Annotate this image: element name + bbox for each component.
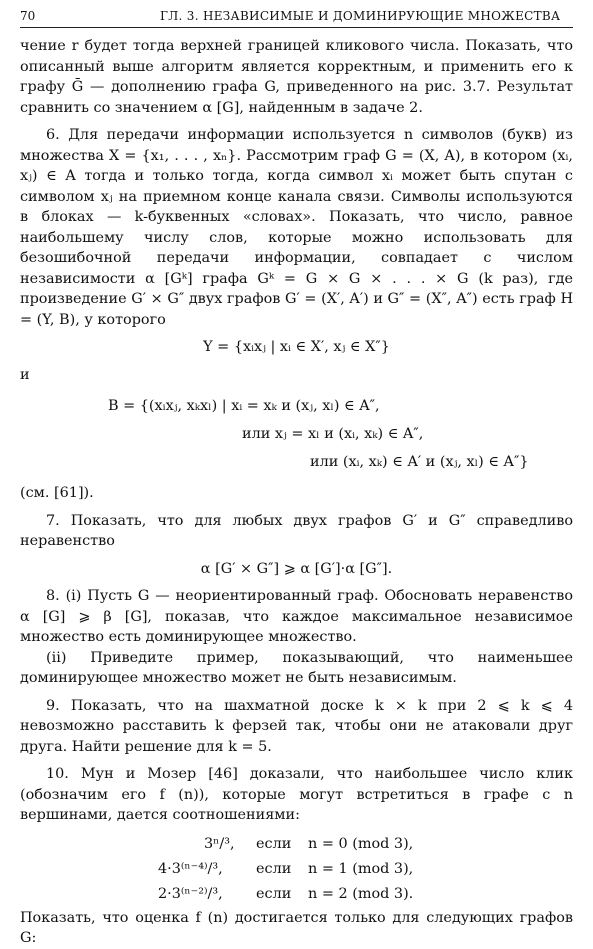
running-title: ГЛ. 3. НЕЗАВИСИМЫЕ И ДОМИНИРУЮЩИЕ МНОЖЕСТВА xyxy=(160,9,561,23)
problem-8-ii: (ii) Приведите пример, показывающий, что наименьшее доминирующее множество может не быть независимым. xyxy=(20,649,573,686)
case-cond: если xyxy=(256,860,292,877)
reference: (см. [61]). xyxy=(20,485,94,501)
cases-formula xyxy=(20,834,573,908)
equation-y: Y = {xᵢxⱼ | xᵢ ∈ X′, xⱼ ∈ X″} xyxy=(203,339,390,355)
conjunction-and: и xyxy=(20,366,30,383)
case-expr: 3ⁿ/³, xyxy=(204,835,235,852)
problem-7: 7. Показать, что для любых двух графов G′ и G″ справедливо неравенство xyxy=(20,512,573,549)
running-header xyxy=(20,5,573,28)
case-expr: 2·3⁽ⁿ⁻²⁾/³, xyxy=(158,885,223,902)
paragraph-final: Показать, что оценка f (n) достигается только для следующих графов G: xyxy=(20,909,573,946)
case-mod: n = 0 (mod 3), xyxy=(308,835,414,852)
equation-7: α [G′ × G″] ⩾ α [G′]·α [G″]. xyxy=(200,560,393,577)
equation-b-line-1: B = {(xᵢxⱼ, xₖxₗ) | xᵢ = xₖ и (xⱼ, xₗ) ∈ A″, xyxy=(108,398,380,414)
problem-9: 9. Показать, что на шахматной доске k × k при 2 ⩽ k ⩽ 4 невозможно расставить k ферзей так, чтобы они не атаковали друг друга. Найти решение для k = 5. xyxy=(20,697,573,755)
equation-b-line-3: или (xᵢ, xₖ) ∈ A′ и (xⱼ, xₗ) ∈ A″} xyxy=(310,454,529,470)
problem-8-i: 8. (i) Пусть G — неориентированный граф. Обосновать неравенство α [G] ⩾ β [G], показав, что каждое максимальное независимое множество есть доминирующее множество. xyxy=(20,588,573,645)
case-cond: если xyxy=(256,885,292,902)
case-mod: n = 1 (mod 3), xyxy=(308,860,414,877)
problem-6: 6. Для передачи информации используется n символов (букв) из множества X = {x₁, . . . , xₙ}. Рассмотрим граф G = (X, A), в котором (xᵢ, xⱼ) ∈ A тогда и только тогда, когда символ xᵢ может быть спутан с символом xⱼ на приемном конце канала связи. Символы используются в блоках — k-буквенных «словах». Показать, что число, равное наибольшему числу слов, которые можно использовать для безошибочной передачи информации, совпадает с числом независимости α [Gᵏ] графа Gᵏ = G × G × . . . × G (k раз), где произведение G′ × G″ двух графов G′ = (X′, A′) и G″ = (X″, A″) есть граф H = (Y, B), у которого xyxy=(20,127,573,328)
paragraph-continuation: чение r будет тогда верхней границей кликового числа. Показать, что описанный выше алгоритм является корректным, и применить его к графу Ḡ — дополнению графа G, приведенного на рис. 3.7. Результат сравнить со значением α [G], найденным в задаче 2. xyxy=(20,38,573,116)
page-body xyxy=(20,36,573,949)
case-cond: если xyxy=(256,835,292,852)
problem-10: 10. Мун и Мозер [46] доказали, что наибольшее число клик (обозначим его f (n)), которые могут встретиться в графе с n вершинами, дается соотношениями: xyxy=(20,766,573,823)
equation-b xyxy=(20,392,573,476)
page-number: 70 xyxy=(20,9,36,23)
case-mod: n = 2 (mod 3). xyxy=(308,885,414,902)
case-expr: 4·3⁽ⁿ⁻⁴⁾/³, xyxy=(158,860,223,877)
equation-b-line-2: или xⱼ = xₗ и (xᵢ, xₖ) ∈ A″, xyxy=(242,426,424,442)
